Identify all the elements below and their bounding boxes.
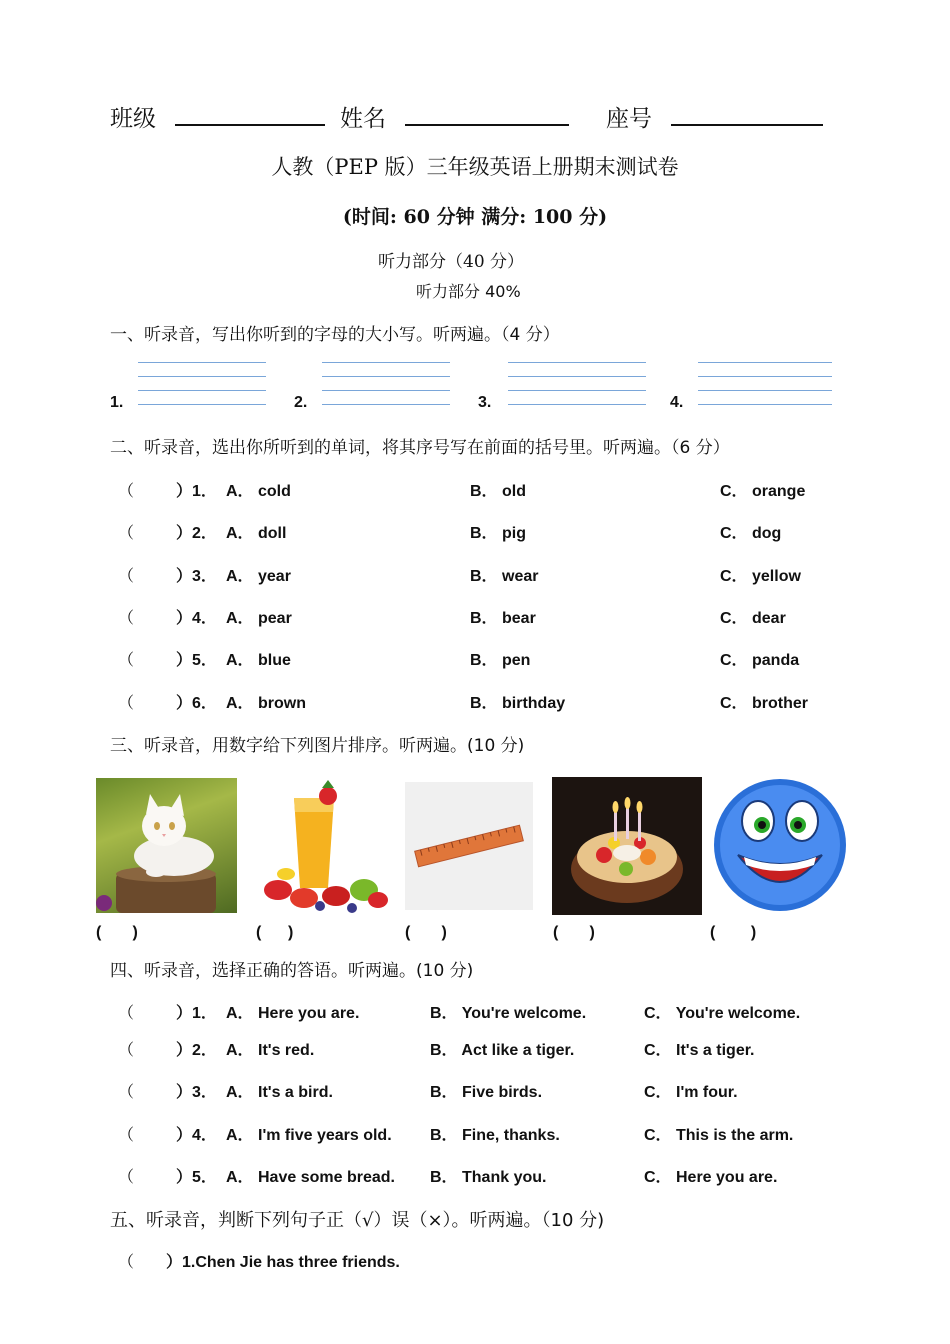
name-blank[interactable] <box>405 102 569 126</box>
pic-answer-paren-3[interactable]: ( ) <box>405 924 447 941</box>
option-b: B． Five birds. <box>430 1084 543 1101</box>
s1-writing-lines-2[interactable] <box>322 362 450 408</box>
option-b: B． Thank you. <box>430 1169 547 1186</box>
answer-paren[interactable]: （ <box>118 1254 135 1271</box>
question-number: ）3． <box>176 568 217 585</box>
time-info: (时间: 60 分钟 满分: 100 分) <box>342 206 608 228</box>
birthday-cake-photo <box>552 777 702 915</box>
question-number: ）2． <box>176 1042 217 1059</box>
question-number: ）1． <box>176 1005 217 1022</box>
smiley-face-photo <box>710 777 850 913</box>
s1-writing-lines-1[interactable] <box>138 362 266 408</box>
section2-title: 二、听录音，选出你所听到的单词，将其序号写在前面的括号里。听两遍。（6 分） <box>110 438 730 458</box>
option-a: A． Here you are. <box>226 1005 360 1022</box>
class-blank[interactable] <box>175 102 325 126</box>
section5-title: 五、听录音，判断下列句子正（√）误（×）。听两遍。（10 分) <box>110 1210 605 1231</box>
option-a: A． blue <box>226 652 291 669</box>
option-b: B． wear <box>470 568 539 585</box>
option-c: C． Here you are. <box>644 1169 778 1186</box>
question-number: ）6． <box>176 695 217 712</box>
option-c: C． yellow <box>720 568 801 585</box>
name-label: 姓名 <box>340 106 386 132</box>
question-number: ）4． <box>176 1127 217 1144</box>
juice-and-fruit-photo <box>256 778 392 915</box>
pic-answer-paren-1[interactable]: ( ) <box>96 924 138 941</box>
option-c: C． It's a tiger. <box>644 1042 755 1059</box>
answer-paren[interactable]: （ <box>118 610 135 627</box>
section1-title: 一、听录音，写出你听到的字母的大小写。听两遍。（4 分） <box>110 325 560 345</box>
option-a: A． pear <box>226 610 292 627</box>
listening-heading: 听力部分（40 分） <box>378 252 525 272</box>
class-field <box>110 100 325 133</box>
s1-item-3: 3. <box>478 394 492 411</box>
listening-heading-2: 听力部分 40% <box>416 282 521 301</box>
s1-writing-lines-3[interactable] <box>508 362 646 408</box>
class-label: 班级 <box>110 106 156 132</box>
option-b: B． pen <box>470 652 531 669</box>
option-b: B． pig <box>470 525 526 542</box>
s1-item-2: 2. <box>294 394 308 411</box>
option-b: B． birthday <box>470 695 566 712</box>
ruler-photo <box>405 782 533 910</box>
question-number: ）3． <box>176 1084 217 1101</box>
question-number: ）5． <box>176 1169 217 1186</box>
option-b: B． You're welcome. <box>430 1005 587 1022</box>
option-a: A． brown <box>226 695 306 712</box>
option-a: A． doll <box>226 525 287 542</box>
option-c: C． panda <box>720 652 800 669</box>
answer-paren[interactable]: （ <box>118 525 135 542</box>
option-c: C． I'm four. <box>644 1084 738 1101</box>
option-b: B． Fine, thanks. <box>430 1127 560 1144</box>
option-b: B． Act like a tiger. <box>430 1042 575 1059</box>
answer-paren[interactable]: （ <box>118 695 135 712</box>
option-b: B． old <box>470 483 526 500</box>
seat-blank[interactable] <box>671 102 823 126</box>
option-c: C． dog <box>720 525 782 542</box>
seat-field <box>606 100 823 133</box>
statement-text: ）1.Chen Jie has three friends. <box>166 1254 400 1271</box>
answer-paren[interactable]: （ <box>118 652 135 669</box>
pic-answer-paren-4[interactable]: ( ) <box>553 924 595 941</box>
answer-paren[interactable]: （ <box>118 1042 135 1059</box>
pic-answer-paren-5[interactable]: ( ) <box>710 924 757 941</box>
question-number: ）5． <box>176 652 217 669</box>
option-c: C． brother <box>720 695 809 712</box>
seat-label: 座号 <box>606 106 652 132</box>
s1-writing-lines-4[interactable] <box>698 362 832 408</box>
option-b: B． bear <box>470 610 536 627</box>
name-field <box>340 100 569 133</box>
cat-photo <box>96 778 237 913</box>
s1-item-4: 4. <box>670 394 684 411</box>
option-c: C． This is the arm. <box>644 1127 794 1144</box>
answer-paren[interactable]: （ <box>118 1084 135 1101</box>
section4-title: 四、听录音，选择正确的答语。听两遍。(10 分) <box>110 961 474 981</box>
s1-item-1: 1. <box>110 394 124 411</box>
answer-paren[interactable]: （ <box>118 1169 135 1186</box>
option-a: A． I'm five years old. <box>226 1127 392 1144</box>
option-a: A． cold <box>226 483 291 500</box>
option-c: C． dear <box>720 610 786 627</box>
option-a: A． It's red. <box>226 1042 315 1059</box>
answer-paren[interactable]: （ <box>118 568 135 585</box>
question-number: ）1． <box>176 483 217 500</box>
option-a: A． It's a bird. <box>226 1084 333 1101</box>
option-a: A． Have some bread. <box>226 1169 395 1186</box>
question-number: ）2． <box>176 525 217 542</box>
option-c: C． orange <box>720 483 806 500</box>
answer-paren[interactable]: （ <box>118 1127 135 1144</box>
option-c: C． You're welcome. <box>644 1005 801 1022</box>
option-a: A． year <box>226 568 291 585</box>
answer-paren[interactable]: （ <box>118 483 135 500</box>
question-number: ）4． <box>176 610 217 627</box>
page-title: 人教（PEP 版）三年级英语上册期末测试卷 <box>271 155 679 179</box>
section3-title: 三、听录音，用数字给下列图片排序。听两遍。(10 分) <box>110 736 525 756</box>
answer-paren[interactable]: （ <box>118 1005 135 1022</box>
pic-answer-paren-2[interactable]: ( ) <box>256 924 294 941</box>
